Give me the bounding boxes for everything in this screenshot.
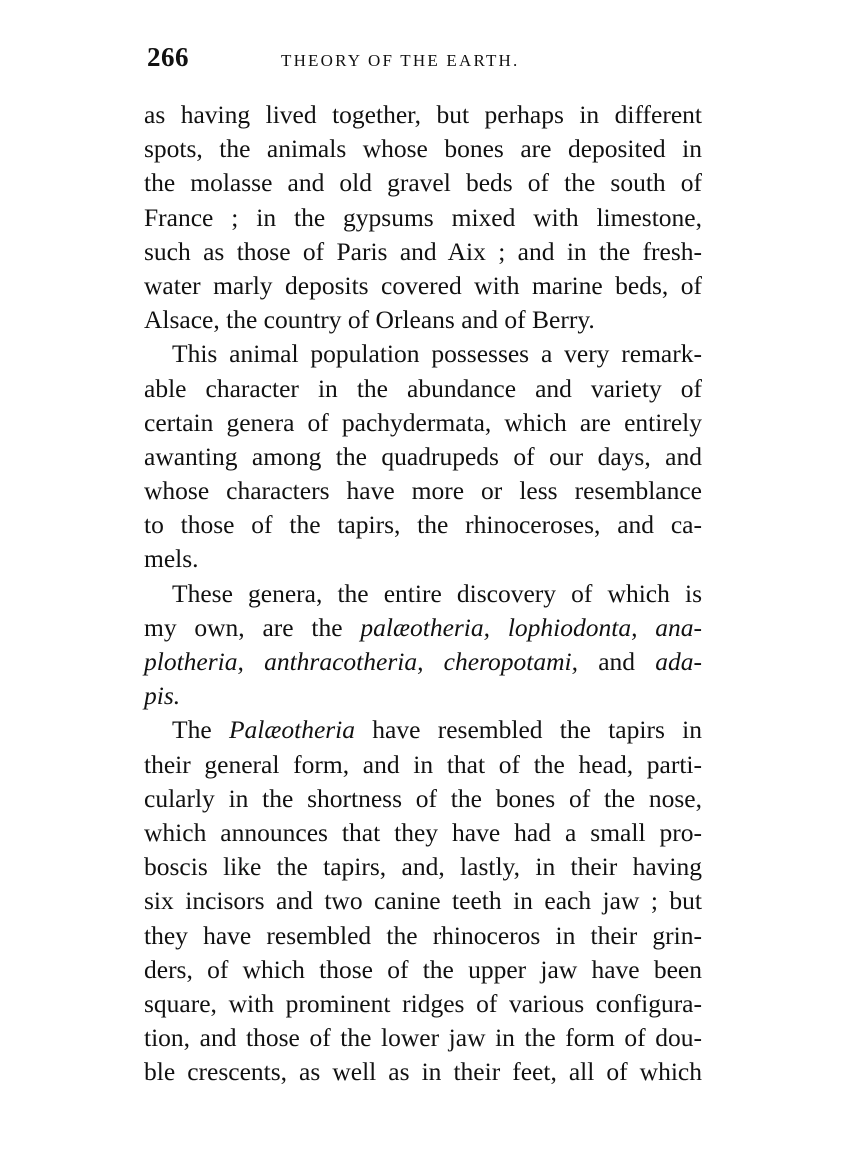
- text-line: ders, of which those of the upper jaw have been: [144, 954, 702, 984]
- text-line: whose characters have more or less resemblance: [144, 476, 702, 506]
- text-line: tion, and those of the lower jaw in the form of dou-: [144, 1023, 702, 1053]
- italic-genus-names: ada-: [655, 647, 702, 676]
- text-line: to those of the tapirs, the rhinoceroses, and ca-: [144, 510, 702, 540]
- text-segment: and: [578, 647, 656, 676]
- text-line: Alsace, the country of Orleans and of Berry.: [144, 305, 595, 335]
- text-line: [144, 611, 702, 645]
- text-line: France ; in the gypsums mixed with limestone,: [144, 202, 702, 232]
- text-segment: have resembled the tapirs in: [355, 715, 702, 745]
- text-line: as having lived together, but perhaps in different: [144, 100, 702, 129]
- text-line: such as those of Paris and Aix ; and in the fresh-: [144, 236, 702, 266]
- text-line: they have resembled the rhinoceros in their grin-: [144, 920, 702, 950]
- text-line: ble crescents, as well as in their feet, all of which: [144, 1057, 702, 1087]
- italic-genus-names: palæotheria, lophiodonta, ana-: [360, 612, 703, 642]
- text-line: six incisors and two canine teeth in each jaw ; but: [144, 886, 702, 916]
- text-segment: my own, are the: [144, 612, 361, 642]
- page-header: [147, 42, 707, 78]
- text-line: mels.: [144, 544, 199, 574]
- running-head: THEORY OF THE EARTH.: [281, 51, 520, 70]
- italic-genus-names: plotheria, anthracotheria, cheropotami,: [144, 647, 578, 676]
- text-line: [144, 713, 702, 747]
- text-line: awanting among the quadrupeds of our days, and: [144, 441, 702, 471]
- text-line: square, with prominent ridges of various configura-: [144, 988, 702, 1018]
- text-line: pis.: [144, 681, 181, 711]
- text-line: which announces that they have had a small pro-: [144, 817, 702, 847]
- page-number: 266: [147, 42, 189, 72]
- text-line: spots, the animals whose bones are deposited in: [144, 134, 702, 164]
- text-line: [144, 645, 702, 679]
- text-line: their general form, and in that of the head, parti-: [144, 749, 702, 779]
- text-line: water marly deposits covered with marine beds, of: [144, 270, 702, 300]
- italic-genus-name: Palæotheria: [228, 715, 356, 745]
- text-line: certain genera of pachydermata, which are entirely: [144, 407, 702, 437]
- text-segment: The: [172, 715, 229, 745]
- text-line: These genera, the entire discovery of which is: [172, 578, 702, 608]
- text-line: boscis like the tapirs, and, lastly, in their having: [144, 852, 702, 882]
- text-line: This animal population possesses a very remark-: [172, 339, 702, 369]
- text-line: able character in the abundance and variety of: [144, 373, 702, 403]
- body-text: [144, 98, 702, 1089]
- text-line: the molasse and old gravel beds of the south of: [144, 168, 702, 198]
- text-line: cularly in the shortness of the bones of the nose,: [144, 783, 702, 813]
